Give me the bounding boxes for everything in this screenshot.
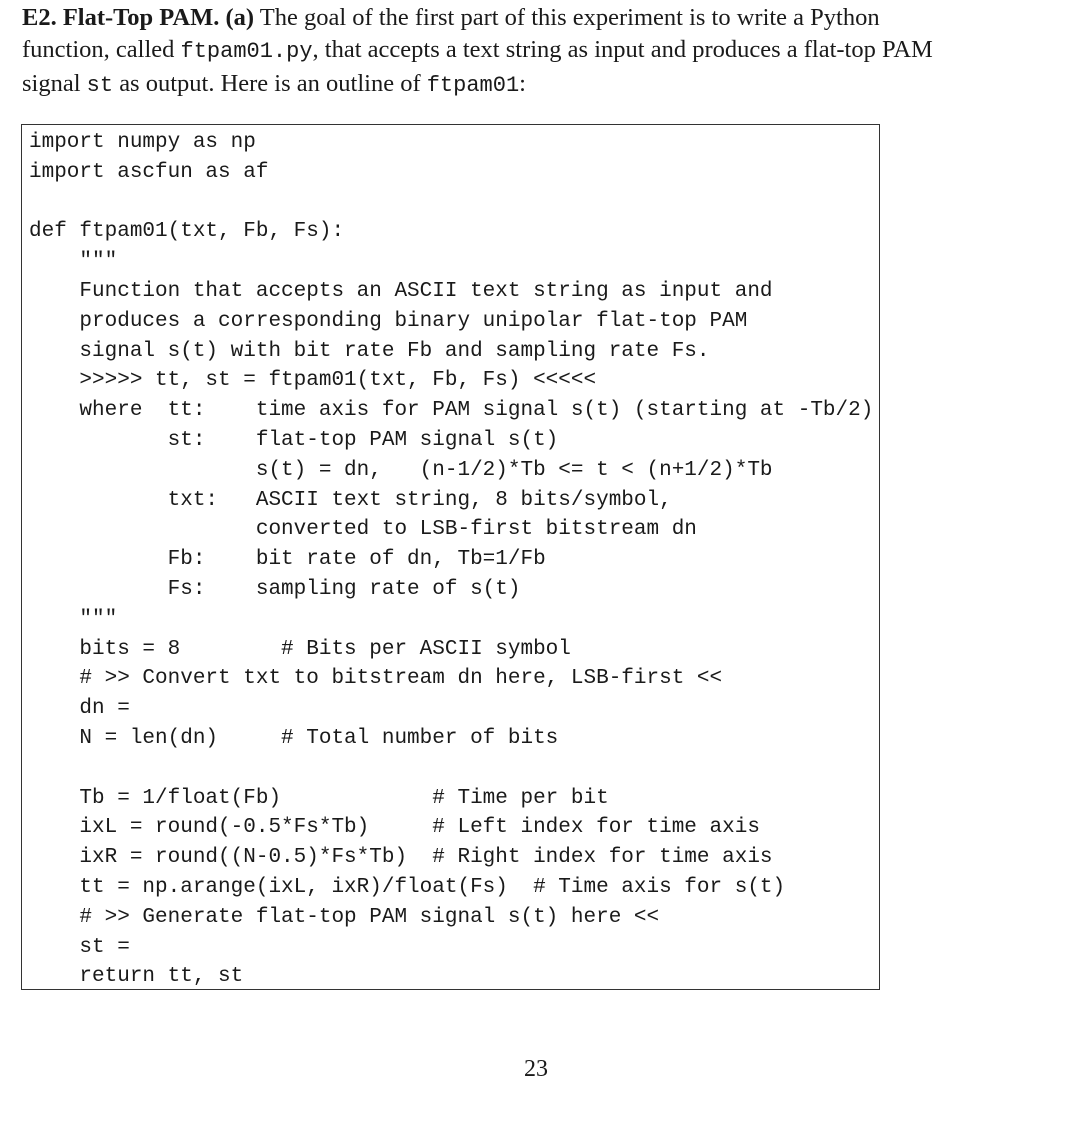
code-line: Fs: sampling rate of s(t) (29, 577, 521, 601)
code-line: def ftpam01(txt, Fb, Fs): (29, 220, 345, 244)
code-line: """ (29, 607, 118, 631)
code-line: >>>>> tt, st = ftpam01(txt, Fb, Fs) <<<<< (29, 369, 597, 393)
intro-line-1 (22, 2, 1062, 34)
code-line: import numpy as np (29, 131, 256, 154)
intro-text-2a: function, called (22, 36, 175, 63)
code-line: return tt, st (29, 965, 244, 989)
code-line: converted to LSB-first bitstream dn (29, 518, 697, 542)
code-line: st = (29, 935, 130, 959)
part-label: (a) (225, 4, 255, 31)
intro-paragraph (22, 2, 1062, 102)
function-name-code: ftpam01 (426, 73, 520, 98)
code-line: Fb: bit rate of dn, Tb=1/Fb (29, 548, 546, 572)
code-line: where tt: time axis for PAM signal s(t) (starting at -Tb/2) (29, 399, 874, 423)
section-heading: E2. Flat-Top PAM. (22, 4, 220, 31)
intro-text-3c: : (519, 70, 526, 97)
code-listing-box (21, 124, 880, 990)
code-line: st: flat-top PAM signal s(t) (29, 428, 559, 452)
code-line: Tb = 1/float(Fb) # Time per bit (29, 786, 609, 810)
code-listing (29, 128, 873, 992)
intro-line-3 (22, 68, 1062, 102)
code-line (29, 754, 873, 784)
code-line: N = len(dn) # Total number of bits (29, 726, 559, 750)
code-line: signal s(t) with bit rate Fb and sampling rate Fs. (29, 339, 710, 363)
intro-text-3b: as output. Here is an outline of (119, 70, 421, 97)
code-line: s(t) = dn, (n-1/2)*Tb <= t < (n+1/2)*Tb (29, 458, 773, 482)
signal-var-code: st (86, 73, 114, 98)
intro-line-2 (22, 34, 1062, 68)
intro-text-1: The goal of the first part of this experiment is to write a Python (259, 4, 880, 31)
code-line: import ascfun as af (29, 160, 269, 184)
page-number: 23 (524, 1056, 548, 1082)
intro-text-2b: , that accepts a text string as input and produces a flat-top PAM (312, 36, 933, 63)
filename-code: ftpam01.py (180, 39, 313, 64)
code-line: ixL = round(-0.5*Fs*Tb) # Left index for time axis (29, 816, 760, 840)
code-line: bits = 8 # Bits per ASCII symbol (29, 637, 571, 661)
intro-text-3a: signal (22, 70, 81, 97)
code-line: produces a corresponding binary unipolar flat-top PAM (29, 309, 748, 333)
code-line: Function that accepts an ASCII text string as input and (29, 279, 773, 303)
code-line: # >> Convert txt to bitstream dn here, LSB-first << (29, 667, 723, 691)
code-line (29, 188, 873, 218)
code-line: # >> Generate flat-top PAM signal s(t) here << (29, 905, 660, 929)
code-line: tt = np.arange(ixL, ixR)/float(Fs) # Time axis for s(t) (29, 875, 786, 899)
code-line: txt: ASCII text string, 8 bits/symbol, (29, 488, 672, 512)
code-line: """ (29, 250, 118, 274)
code-line: ixR = round((N-0.5)*Fs*Tb) # Right index for time axis (29, 846, 773, 870)
code-line: dn = (29, 697, 130, 721)
